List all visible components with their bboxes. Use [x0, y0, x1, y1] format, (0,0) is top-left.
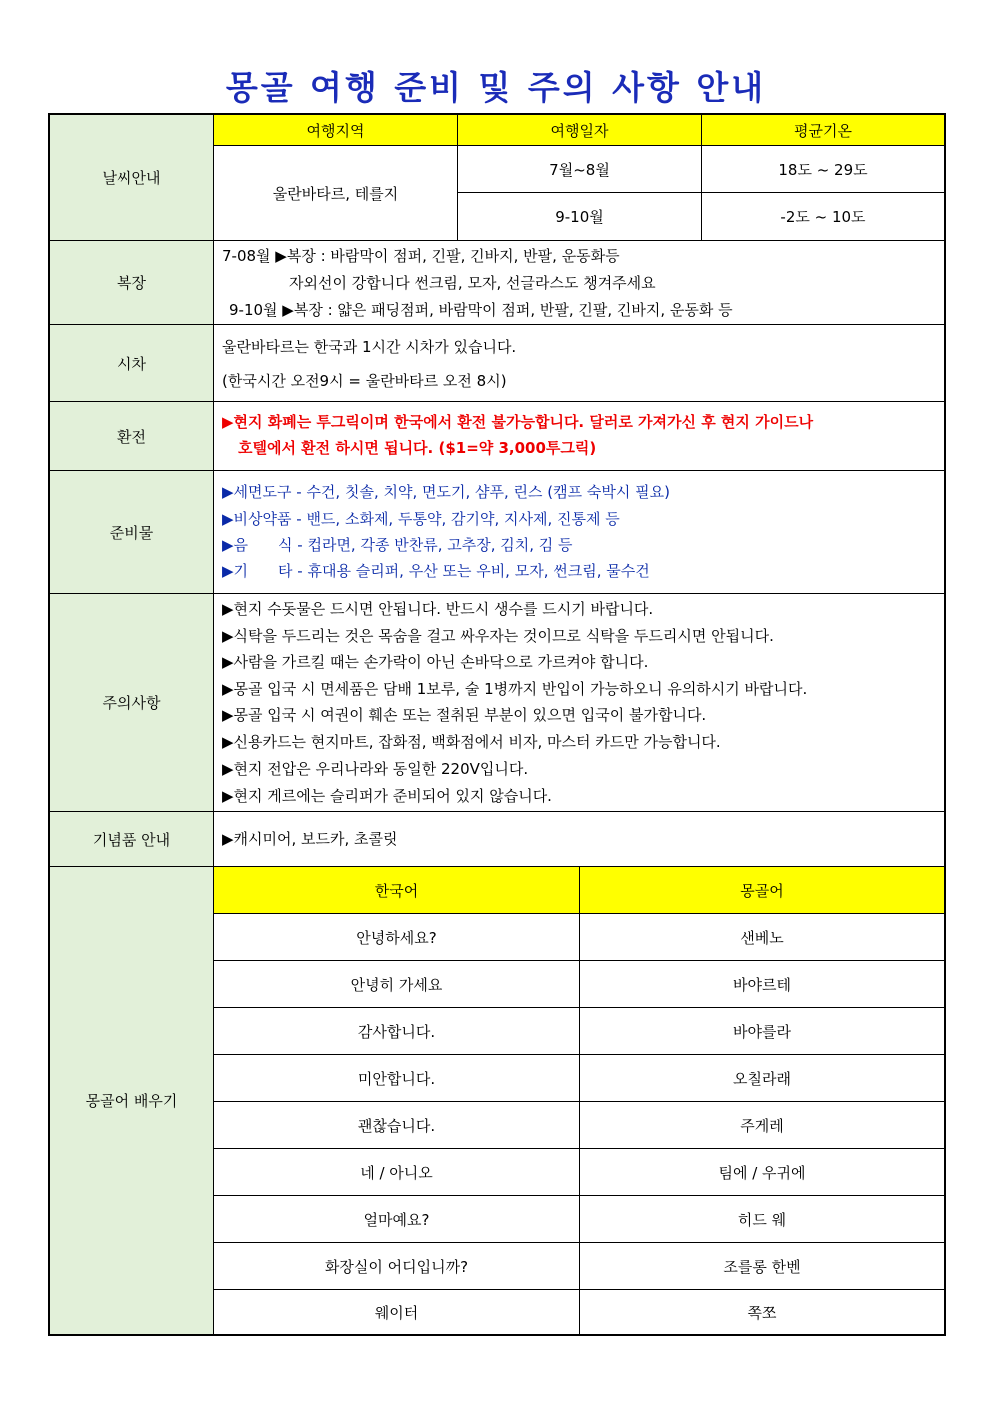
exchange-line: ▶현지 화폐는 투그릭이며 한국에서 환전 불가능합니다. 달러로 가져가신 후 현지 가이드나 [222, 413, 814, 431]
cautions-row [50, 594, 944, 812]
timediff-line: (한국시간 오전9시 = 울란바타르 오전 8시) [222, 372, 507, 390]
caution-line: ▶현지 전압은 우리나라와 동일한 220V입니다. [222, 760, 529, 778]
mongolian-label: 몽골어 배우기 [50, 867, 214, 1334]
weather-label: 날씨안내 [50, 115, 214, 240]
phrase-korean: 안녕히 가세요 [214, 961, 580, 1008]
caution-line: ▶현지 게르에는 슬리퍼가 준비되어 있지 않습니다. [222, 787, 552, 805]
exchange-line: 호텔에서 환전 하시면 됩니다. ($1=약 3,000투그릭) [238, 439, 597, 457]
phrase-korean: 네 / 아니오 [214, 1149, 580, 1196]
caution-line: ▶식탁을 두드리는 것은 목숨을 걸고 싸우자는 것이므로 식탁을 두드리시면 안됩니다. [222, 627, 774, 645]
phrase-mongolian: 팀에 / 우귀에 [580, 1149, 944, 1196]
caution-line: ▶몽골 입국 시 여권이 훼손 또는 절취된 부분이 있으면 입국이 불가합니다. [222, 706, 707, 724]
weather-row [50, 115, 944, 241]
temp-cell: 18도 ~ 29도 [702, 146, 944, 193]
phrase-korean: 안녕하세요? [214, 914, 580, 961]
header-korean: 한국어 [214, 867, 580, 914]
timediff-line: 울란바타르는 한국과 1시간 시차가 있습니다. [222, 338, 517, 356]
mongolian-row [50, 867, 944, 1334]
phrase-korean: 화장실이 어디입니까? [214, 1243, 580, 1290]
period-cell: 9-10월 [458, 193, 702, 240]
phrase-mongolian: 쪽쪼 [747, 1303, 777, 1322]
clothing-row [50, 241, 944, 325]
region-cell: 울란바타르, 테를지 [214, 146, 458, 240]
phrase-korean: 감사합니다. [214, 1008, 580, 1055]
exchange-row [50, 402, 944, 471]
phrase-mongolian: 바야르테 [580, 961, 944, 1008]
phrase-korean: 얼마예요? [214, 1196, 580, 1243]
phrase-mongolian: 히드 웨 [580, 1196, 944, 1243]
caution-line: ▶신용카드는 현지마트, 잡화점, 백화점에서 비자, 마스터 카드만 가능합니다. [222, 733, 721, 751]
exchange-label: 환전 [50, 402, 214, 470]
supplies-line: ▶음 식 - 컵라면, 각종 반찬류, 고추장, 김치, 김 등 [222, 536, 573, 554]
phrase-mongolian: 샌베노 [580, 914, 944, 961]
temp-cell: -2도 ~ 10도 [780, 208, 866, 226]
timediff-row [50, 325, 944, 402]
phrase-mongolian: 조를롱 한벤 [580, 1243, 944, 1290]
header-region: 여행지역 [214, 115, 458, 146]
phrase-mongolian: 바야를라 [580, 1008, 944, 1055]
clothing-line: 9-10월 ▶복장 : 얇은 패딩점퍼, 바람막이 점퍼, 반팔, 긴팔, 긴바지, 운동화 등 [229, 301, 733, 319]
phrase-mongolian: 오칠라래 [580, 1055, 944, 1102]
caution-line: ▶몽골 입국 시 면세품은 담배 1보루, 술 1병까지 반입이 가능하오니 유의하시기 바랍니다. [222, 680, 808, 698]
header-temp: 평균기온 [702, 115, 944, 146]
header-date: 여행일자 [458, 115, 702, 146]
clothing-line: 자외선이 강합니다 썬크림, 모자, 선글라스도 챙겨주세요 [289, 274, 656, 292]
supplies-line: ▶세면도구 - 수건, 칫솔, 치약, 면도기, 샴푸, 린스 (캠프 숙박시 필요) [222, 483, 670, 501]
caution-line: ▶사람을 가르킬 때는 손가락이 아닌 손바닥으로 가르켜야 합니다. [222, 653, 649, 671]
clothing-label: 복장 [50, 241, 214, 324]
timediff-label: 시차 [50, 325, 214, 401]
phrase-korean: 괜찮습니다. [214, 1102, 580, 1149]
cautions-label: 주의사항 [50, 594, 214, 811]
souvenir-label: 기념품 안내 [50, 812, 214, 866]
header-mongolian: 몽골어 [580, 867, 944, 914]
supplies-label: 준비물 [50, 471, 214, 593]
supplies-line: ▶기 타 - 휴대용 슬리퍼, 우산 또는 우비, 모자, 썬크림, 물수건 [222, 562, 650, 580]
souvenir-row [50, 812, 944, 867]
clothing-line: 7-08월 ▶복장 : 바람막이 점퍼, 긴팔, 긴바지, 반팔, 운동화등 [222, 247, 620, 265]
page-title: 몽골 여행 준비 및 주의 사항 안내 [225, 68, 767, 107]
guide-table [48, 113, 946, 1336]
phrase-mongolian: 주게레 [580, 1102, 944, 1149]
period-cell: 7월~8월 [458, 146, 702, 193]
phrase-korean: 웨이터 [214, 1290, 580, 1334]
supplies-line: ▶비상약품 - 밴드, 소화제, 두통약, 감기약, 지사제, 진통제 등 [222, 510, 620, 528]
supplies-row [50, 471, 944, 594]
souvenir-line: ▶캐시미어, 보드카, 초콜릿 [222, 830, 398, 848]
phrase-korean: 미안합니다. [214, 1055, 580, 1102]
caution-line: ▶현지 수돗물은 드시면 안됩니다. 반드시 생수를 드시기 바랍니다. [222, 600, 654, 618]
